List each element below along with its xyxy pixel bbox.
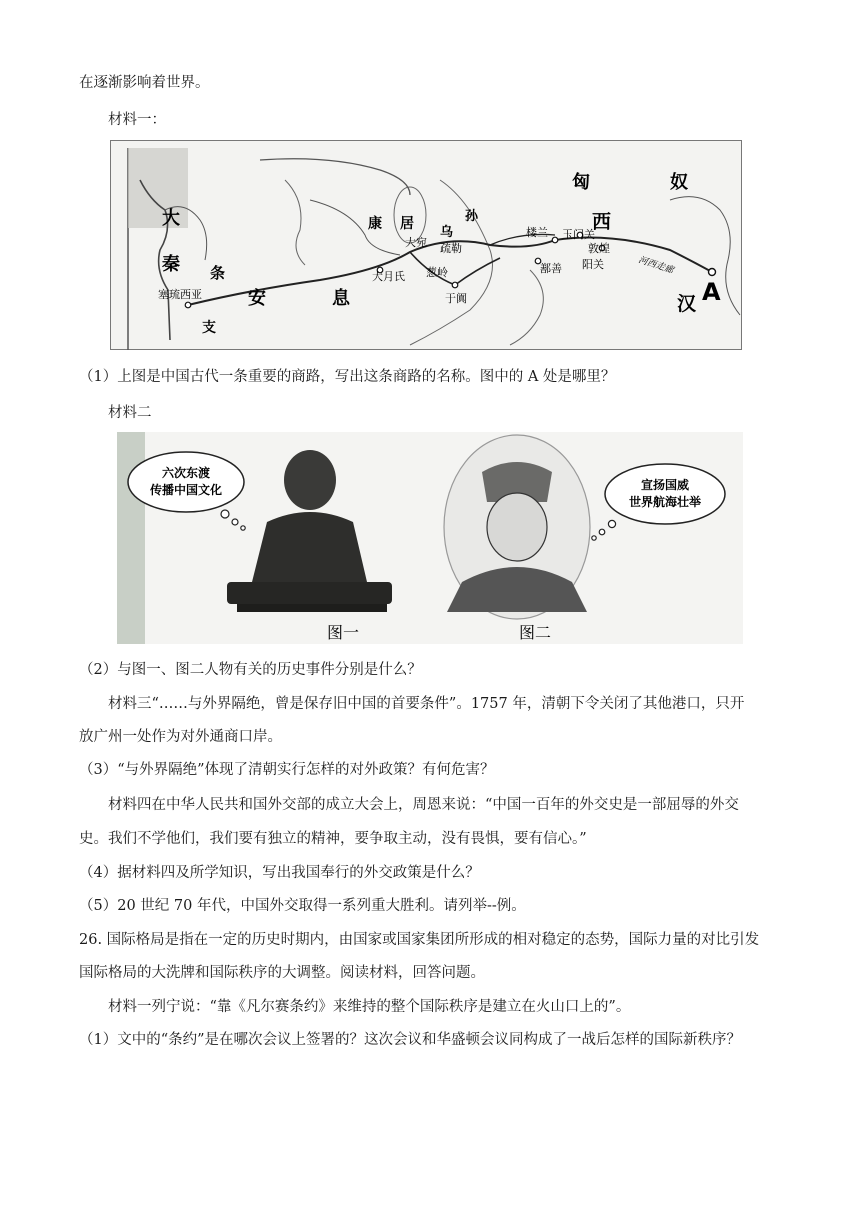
map-label-xiongnu-2: 奴: [670, 172, 688, 193]
map-label-xi2: 息: [332, 288, 350, 309]
problem-26-line-1: 26. 国际格局是指在一定的历史时期内，由国家或国家集团所形成的相对稳定的态势，国际力量的对比引发: [79, 932, 760, 948]
map-label-tiao: 条: [210, 264, 226, 282]
caption-figure-1: 图一: [326, 623, 360, 642]
question-2: （2）与图一、图二人物有关的历史事件分别是什么？: [79, 662, 422, 678]
map-label-dunhuang: 敦煌: [588, 242, 610, 255]
bubble-1-line-2: 传播中国文化: [149, 483, 223, 497]
map-label-hexi: 河西走廊: [637, 255, 675, 276]
intro-tail: 在逐渐影响着世界。: [79, 75, 210, 91]
bubble-1-line-1: 六次东渡: [161, 466, 211, 480]
map-label-an: 安: [248, 288, 266, 309]
material-4-line-2: 史。我们不学他们，我们要有独立的精神，要争取主动，没有畏惧，要有信心。”: [79, 831, 587, 847]
problem-26-question-1: （1）文中的“条约”是在哪次会议上签署的？这次会议和华盛顿会议同构成了一战后怎样的国际新秩序？: [79, 1032, 742, 1048]
question-5: （5）20 世纪 70 年代，中国外交取得一系列重大胜利。请列举--例。: [79, 898, 526, 914]
material-1-label: 材料一：: [108, 112, 166, 128]
map-label-wu: 乌: [440, 225, 454, 240]
figures-panel: [117, 432, 743, 644]
bubble-2-line-1: 宣扬国威: [640, 478, 690, 492]
silk-road-map-svg: [110, 140, 742, 350]
map-label-congling: 葱岭: [426, 266, 448, 279]
problem-26-line-2: 国际格局的大洗牌和国际秩序的大调整。阅读材料，回答问题。: [79, 965, 485, 981]
question-1: （1）上图是中国古代一条重要的商路，写出这条商路的名称。图中的 A 处是哪里？: [79, 369, 616, 385]
map-label-xiongnu-1: 匈: [572, 172, 590, 193]
map-label-da: 大: [162, 208, 180, 229]
figures-svg: [117, 432, 743, 644]
question-3: （3）“与外界隔绝”体现了清朝实行怎样的对外政策？有何危害？: [79, 762, 495, 778]
map-label-dayuezhi: 大月氏: [372, 270, 405, 283]
material-4-line-1: 材料四在中华人民共和国外交部的成立大会上，周恩来说：“中国一百年的外交史是一部屈辱的外交: [108, 797, 739, 813]
question-4: （4）据材料四及所学知识，写出我国奉行的外交政策是什么？: [79, 865, 480, 881]
caption-figure-2: 图二: [518, 623, 552, 642]
material-3-line-2: 放广州一处作为对外通商口岸。: [79, 729, 282, 745]
problem-26-material-1: 材料一列宁说：“靠《凡尔赛条约》来维持的整个国际秩序是建立在火山口上的”。: [108, 999, 631, 1015]
map-label-sun: 孙: [465, 209, 479, 224]
map-label-shule: 疏勒: [440, 242, 462, 255]
map-label-xi: 西: [592, 211, 612, 233]
map-label-loulan: 楼兰: [526, 226, 548, 239]
map-label-yumenguan: 玉门关: [562, 228, 595, 241]
map-label-yangguan: 阳关: [582, 258, 604, 271]
material-3-line-1: 材料三“……与外界隔绝，曾是保存旧中国的首要条件”。1757 年，清朝下令关闭了其他港口，只开: [108, 696, 745, 712]
map-label-yutian: 于阗: [445, 292, 467, 305]
map-label-qin: 秦: [162, 254, 180, 275]
map-label-ju: 居: [400, 216, 414, 232]
map-label-seleucia: 塞琉西亚: [158, 288, 202, 301]
map-label-shanshan: 鄯善: [540, 262, 562, 275]
map-label-dawan: 大宛: [405, 236, 427, 249]
material-2-label: 材料二: [108, 405, 152, 421]
map-label-zhi: 支: [202, 320, 216, 336]
zhenghe-portrait: [444, 435, 590, 619]
bubble-2-line-2: 世界航海壮举: [628, 495, 702, 509]
map-label-point-a: A: [702, 278, 721, 306]
silk-road-map: [110, 140, 742, 350]
map-label-kang: 康: [368, 216, 382, 232]
map-label-han: 汉: [677, 293, 697, 315]
